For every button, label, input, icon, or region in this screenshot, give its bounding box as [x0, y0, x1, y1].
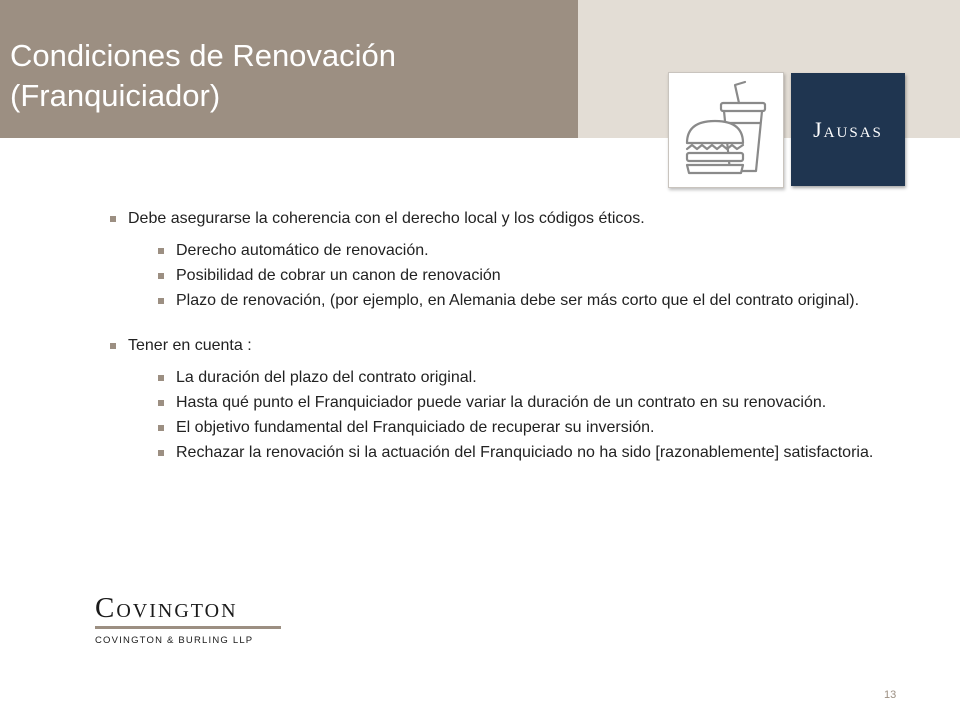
bullet-tener-en-cuenta: Tener en cuenta :: [104, 335, 904, 357]
bullet-coherencia: Debe asegurarse la coherencia con el derecho local y los códigos éticos.: [104, 208, 904, 230]
sub-bullet: El objetivo fundamental del Franquiciado de recuperar su inversión.: [152, 417, 904, 439]
slide-title-line1: Condiciones de Renovación: [10, 38, 397, 73]
spacer: [104, 315, 904, 335]
jausas-logo-text: Jausas: [813, 116, 883, 142]
slide-content: [104, 208, 904, 467]
covington-logo-main: Covington: [95, 592, 238, 624]
sub-bullet: Derecho automático de renovación.: [152, 240, 904, 262]
slide-title: [10, 36, 570, 116]
page-number: 13: [884, 689, 897, 701]
covington-logo-rule: [95, 626, 281, 629]
covington-logo-sub: COVINGTON & BURLING LLP: [95, 635, 254, 646]
sub-bullet: Plazo de renovación, (por ejemplo, en Alemania debe ser más corto que el del contrato original).: [152, 290, 904, 312]
slide-title-line2: (Franquiciador): [10, 78, 221, 113]
burger-drink-icon: [668, 72, 784, 188]
covington-logo: [95, 594, 285, 646]
sub-bullet: La duración del plazo del contrato original.: [152, 367, 904, 389]
jausas-logo: [791, 73, 905, 186]
sub-bullet: Posibilidad de cobrar un canon de renovación: [152, 265, 904, 287]
sub-bullet: Hasta qué punto el Franquiciador puede variar la duración de un contrato en su renovación.: [152, 392, 904, 414]
sub-bullet: Rechazar la renovación si la actuación del Franquiciado no ha sido [razonablemente] satisfactoria.: [152, 442, 904, 464]
header-bar: [0, 0, 578, 138]
